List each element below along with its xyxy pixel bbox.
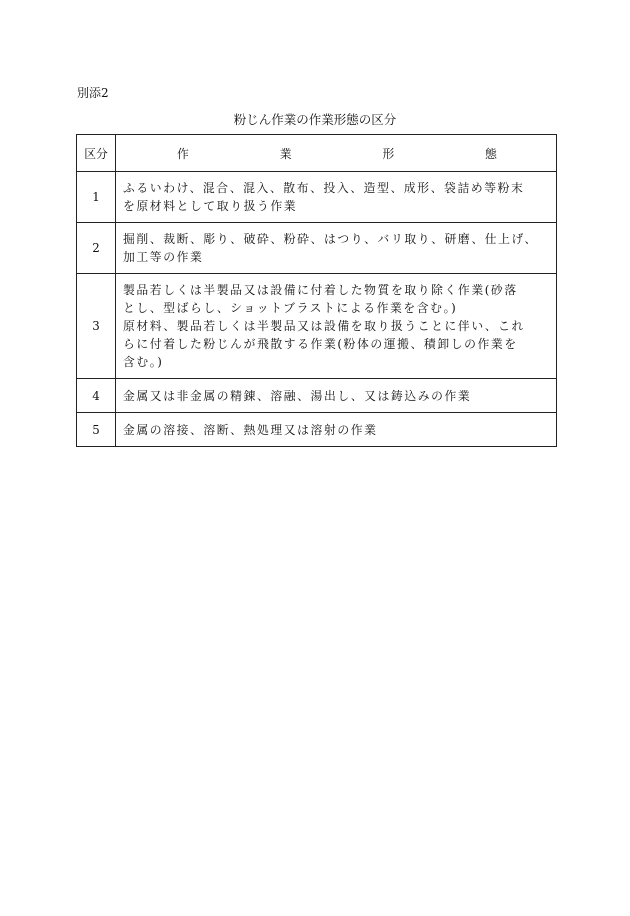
row-description	[116, 413, 557, 447]
description-line: 掘削、裁断、彫り、破砕、粉砕、はつり、バリ取り、研磨、仕上げ、	[123, 232, 538, 246]
work-form-table	[76, 134, 557, 447]
row-description	[116, 274, 557, 379]
header-char: 作	[177, 146, 189, 161]
document-title: 粉じん作業の作業形態の区分	[233, 112, 397, 127]
header-char: 形	[382, 146, 395, 161]
row-description	[116, 379, 557, 413]
row-number: 2	[77, 223, 116, 274]
table-row	[77, 379, 557, 413]
table-row	[77, 172, 557, 223]
header-work-form	[116, 135, 557, 172]
row-number: 1	[77, 172, 116, 223]
table-row	[77, 274, 557, 379]
header-char: 業	[279, 146, 292, 161]
header-category: 区分	[77, 135, 116, 172]
row-description	[116, 223, 557, 274]
description-line: とし、型ばらし、ショットブラストによる作業を含む。)	[123, 301, 458, 315]
description-line: 原材料、製品若しくは半製品又は設備を取り扱うことに伴い、これ	[123, 319, 525, 333]
description-line: ふるいわけ、混合、混入、散布、投入、造型、成形、袋詰め等粉末	[123, 181, 525, 195]
description-line: らに付着した粉じんが飛散する作業(粉体の運搬、積卸しの作業を	[123, 337, 518, 351]
description-line: 金属又は非金属の精錬、溶融、湯出し、又は鋳込みの作業	[123, 388, 472, 403]
row-description	[116, 172, 557, 223]
description-line: 製品若しくは半製品又は設備に付着した物質を取り除く作業(砂落	[123, 283, 518, 297]
row-number: 5	[77, 413, 116, 447]
attachment-label: 別添2	[77, 86, 109, 100]
table-row	[77, 413, 557, 447]
description-line: を原材料として取り扱う作業	[123, 199, 298, 213]
row-number: 4	[77, 379, 116, 413]
description-line: 金属の溶接、溶断、熱処理又は溶射の作業	[123, 422, 378, 437]
header-char: 態	[485, 146, 497, 161]
description-line: 含む。)	[123, 355, 164, 369]
row-number: 3	[77, 274, 116, 379]
table-header-row	[77, 135, 557, 172]
description-line: 加工等の作業	[123, 250, 204, 264]
table-row	[77, 223, 557, 274]
